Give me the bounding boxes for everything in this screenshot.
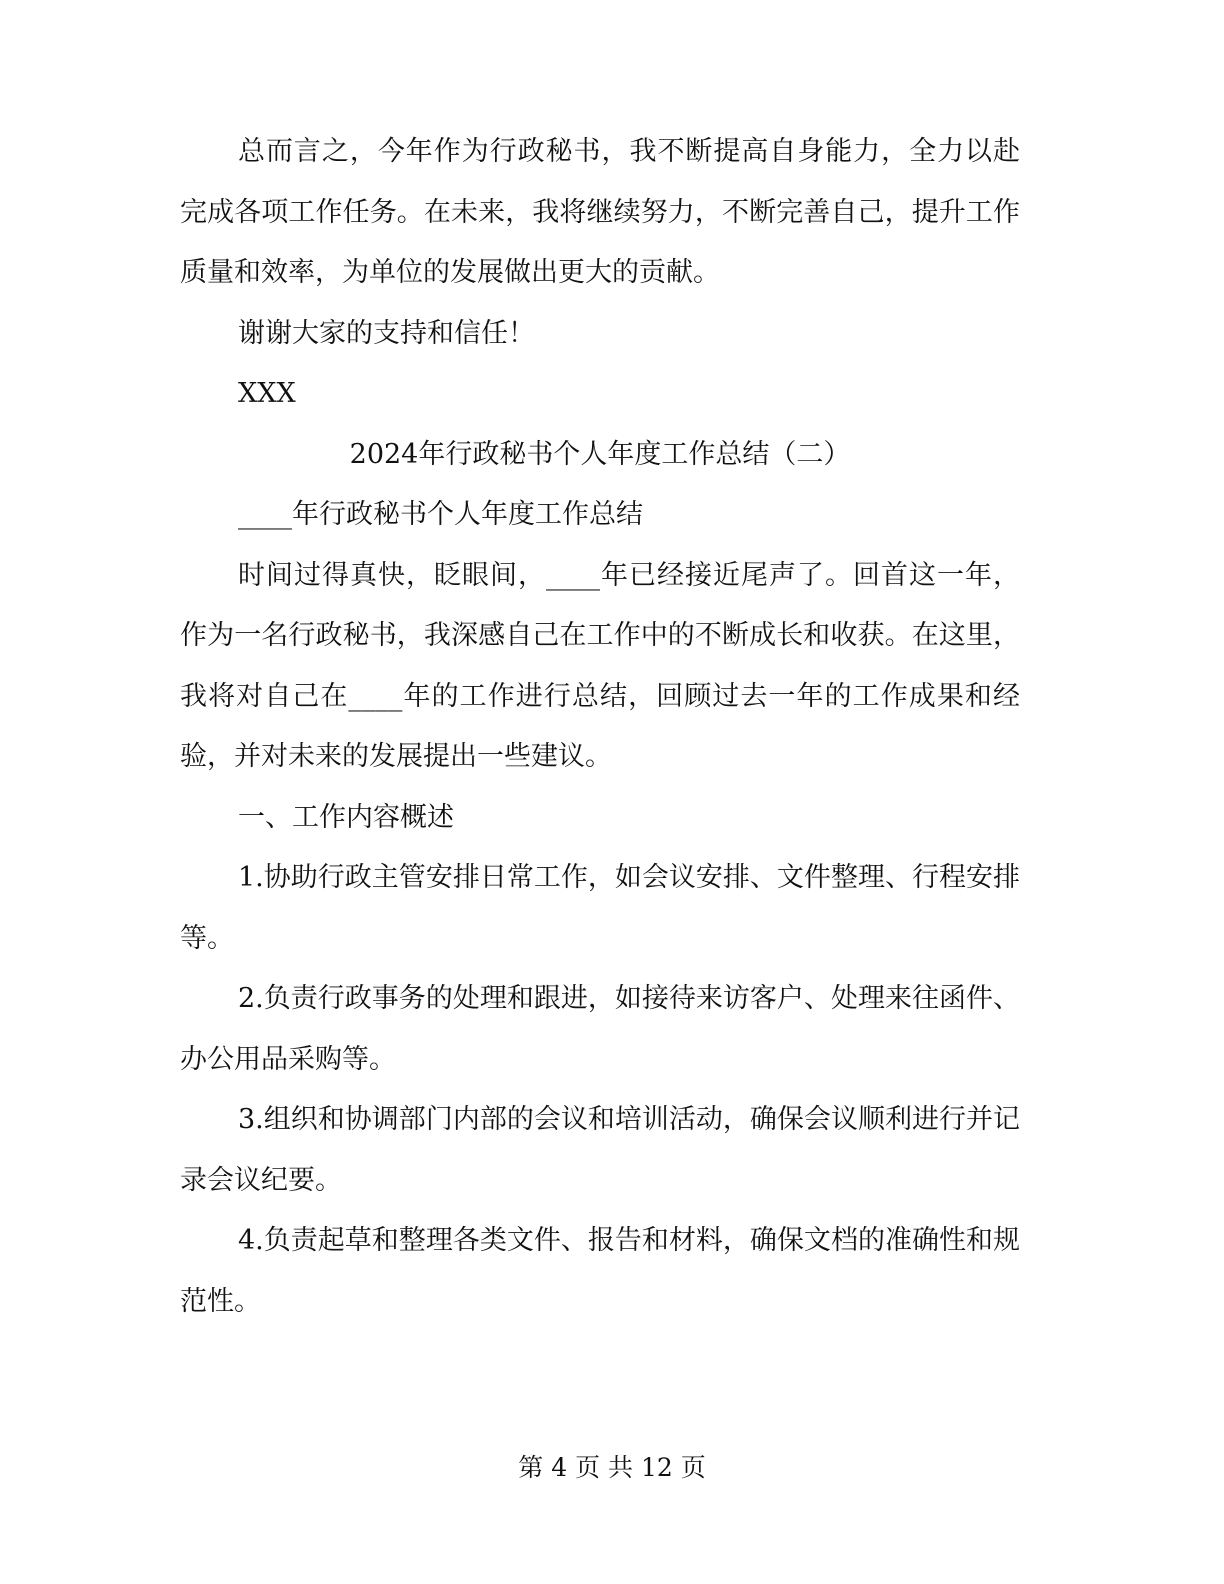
list-item-2: 2.负责行政事务的处理和跟进，如接待来访客户、处理来往函件、办公用品采购等。	[180, 983, 1020, 1075]
subtitle-line: ____年行政秘书个人年度工作总结	[238, 499, 643, 530]
section-title: 2024年行政秘书个人年度工作总结（二）	[349, 438, 851, 470]
list-item-4: 4.负责起草和整理各类文件、报告和材料，确保文档的准确性和规范性。	[180, 1225, 1020, 1317]
page-number-footer: 第 4 页 共 12 页	[518, 1453, 706, 1482]
section-heading: 一、工作内容概述	[238, 801, 454, 833]
thanks-line: 谢谢大家的支持和信任！	[238, 317, 535, 349]
signature-line: XXX	[238, 378, 296, 409]
page-content	[180, 122, 1020, 1332]
list-item-3: 3.组织和协调部门内部的会议和培训活动，确保会议顺利进行并记录会议纪要。	[180, 1104, 1020, 1196]
list-item-1: 1.协助行政主管安排日常工作，如会议安排、文件整理、行程安排等。	[180, 862, 1020, 954]
closing-paragraph: 总而言之，今年作为行政秘书，我不断提高自身能力，全力以赴完成各项工作任务。在未来，我将继续努力，不断完善自己，提升工作质量和效率，为单位的发展做出更大的贡献。	[180, 136, 1020, 288]
intro-paragraph: 时间过得真快，眨眼间，____年已经接近尾声了。回首这一年，作为一名行政秘书，我深感自己在工作中的不断成长和收获。在这里，我将对自己在____年的工作进行总结，回顾过去一年的工作成果和经验，并对未来的发展提出一些建议。	[180, 559, 1020, 772]
